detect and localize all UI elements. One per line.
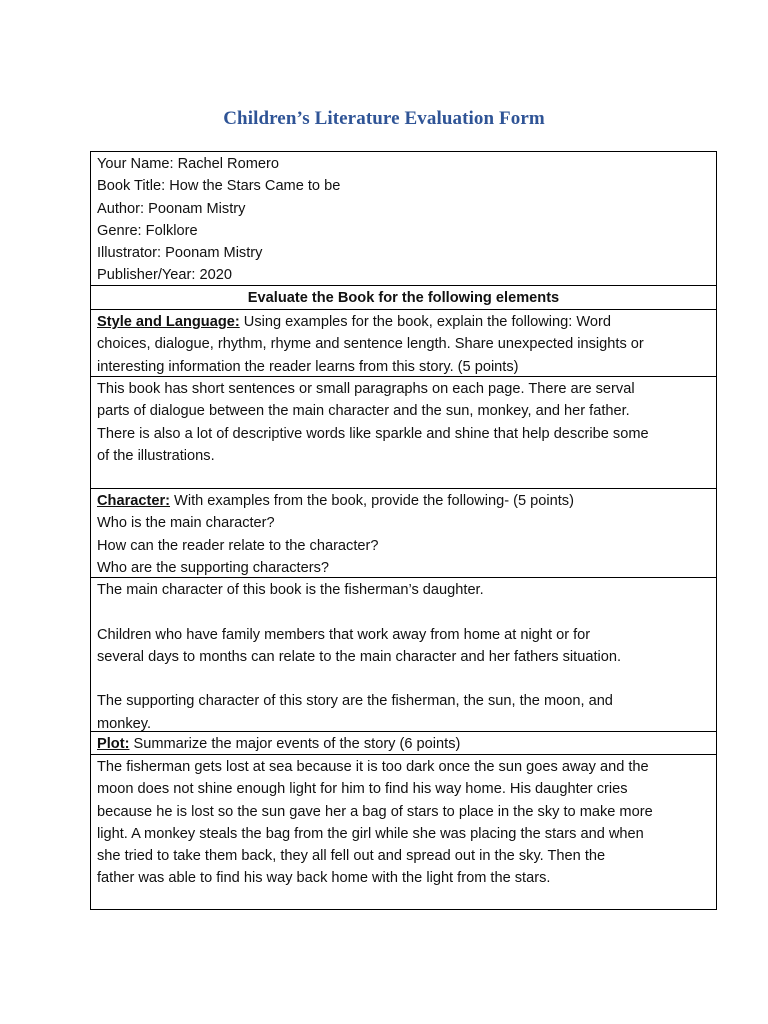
illustrator-field: Illustrator: Poonam Mistry xyxy=(97,245,263,262)
character-prompt-line: Who is the main character? xyxy=(97,515,275,532)
plot-heading: Plot: xyxy=(97,736,130,752)
evaluate-header: Evaluate the Book for the following elements xyxy=(91,285,716,309)
plot-answer-line: she tried to take them back, they all fell out and spread out in the sky. Then the xyxy=(97,848,606,865)
style-answer-line: There is also a lot of descriptive words like sparkle and shine that help describe some xyxy=(97,425,649,442)
character-answer-cell xyxy=(91,577,716,731)
character-heading: Character: xyxy=(97,493,170,509)
book-info-cell xyxy=(91,152,716,285)
plot-answer-line: light. A monkey steals the bag from the girl while she was placing the stars and when xyxy=(97,825,644,842)
plot-answer-cell xyxy=(91,754,716,909)
character-answer-line: The main character of this book is the fisherman’s daughter. xyxy=(97,582,484,598)
character-answer-line: several days to months can relate to the main character and her fathers situation. xyxy=(97,648,622,665)
style-answer-line: This book has short sentences or small paragraphs on each page. There are serval xyxy=(97,381,635,397)
character-prompt-line: With examples from the book, provide the following- (5 points) xyxy=(170,493,574,509)
your-name-field: Your Name: Rachel Romero xyxy=(97,156,279,172)
plot-answer-line: The fisherman gets lost at sea because it is too dark once the sun goes away and the xyxy=(97,759,649,775)
style-prompt-line: Using examples for the book, explain the following: Word xyxy=(239,314,611,330)
character-prompt-line: Who are the supporting characters? xyxy=(97,559,330,576)
genre-field: Genre: Folklore xyxy=(97,222,198,239)
plot-answer-line: father was able to find his way back home with the light from the stars. xyxy=(97,870,551,887)
author-field: Author: Poonam Mistry xyxy=(97,200,246,217)
style-language-prompt-cell xyxy=(91,309,716,376)
style-language-answer-cell xyxy=(91,376,716,488)
evaluation-form-table xyxy=(90,151,717,910)
plot-prompt: Summarize the major events of the story (6 points) xyxy=(129,736,461,752)
blank-line xyxy=(97,668,710,690)
character-answer-line: Children who have family members that work away from home at night or for xyxy=(97,626,591,643)
character-prompt-cell xyxy=(91,488,716,577)
book-title-field: Book Title: How the Stars Came to be xyxy=(97,178,341,195)
publisher-year-field: Publisher/Year: 2020 xyxy=(97,267,232,284)
style-prompt-line: interesting information the reader learns from this story. (5 points) xyxy=(97,358,519,375)
style-answer-line: parts of dialogue between the main character and the sun, monkey, and her father. xyxy=(97,403,630,420)
character-prompt-line: How can the reader relate to the character? xyxy=(97,537,379,554)
style-prompt-line: choices, dialogue, rhythm, rhyme and sentence length. Share unexpected insights or xyxy=(97,336,644,353)
style-answer-line: of the illustrations. xyxy=(97,447,215,464)
style-language-heading: Style and Language: xyxy=(97,314,240,330)
plot-answer-line: because he is lost so the sun gave her a bag of stars to place in the sky to make more xyxy=(97,803,653,820)
plot-prompt-cell xyxy=(91,731,716,754)
blank-line xyxy=(97,601,710,623)
page-title: Children’s Literature Evaluation Form xyxy=(223,108,545,129)
character-answer-line: The supporting character of this story are the fisherman, the sun, the moon, and xyxy=(97,693,613,710)
plot-answer-line: moon does not shine enough light for him to find his way home. His daughter cries xyxy=(97,781,628,798)
character-answer-line: monkey. xyxy=(97,715,152,731)
